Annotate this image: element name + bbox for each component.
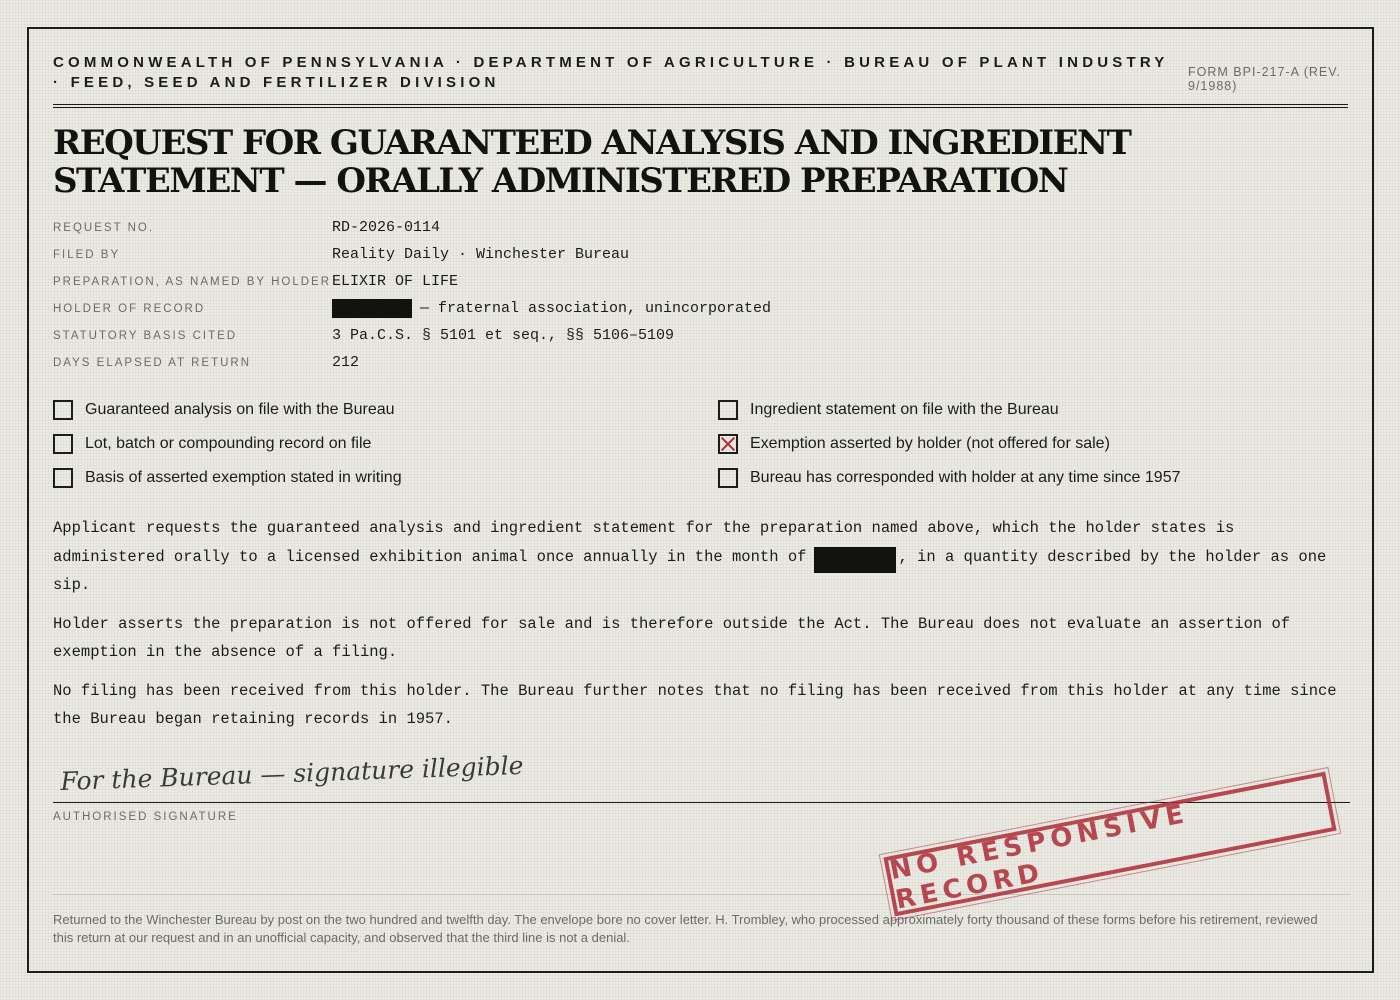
signature: For the Bureau — signature illegible bbox=[59, 750, 524, 796]
checkbox-label: Exemption asserted by holder (not offered for sale) bbox=[750, 435, 1110, 452]
checkbox-label: Basis of asserted exemption stated in writing bbox=[85, 469, 402, 486]
field-value: 212 bbox=[332, 354, 360, 371]
checkbox-box[interactable] bbox=[53, 468, 73, 488]
checkbox-box[interactable] bbox=[53, 434, 73, 454]
checkbox-exemption-basis[interactable] bbox=[53, 468, 718, 488]
form-header bbox=[53, 53, 1348, 93]
field-value-holder bbox=[332, 299, 771, 318]
paragraph-request bbox=[53, 514, 1348, 600]
no-responsive-record-stamp: NO RESPONSIVE RECORD bbox=[883, 772, 1336, 917]
paragraph-no-filing: No filing has been received from this holder. The Bureau further notes that no filing has been received from this holder at any time since the Bureau began retaining records in 1957. bbox=[53, 681, 1337, 728]
holder-description: — fraternal association, unincorporated bbox=[420, 300, 772, 317]
checkbox-label: Guaranteed analysis on file with the Bureau bbox=[85, 401, 395, 418]
request-form bbox=[27, 27, 1374, 973]
checkbox-label: Ingredient statement on file with the Bureau bbox=[750, 401, 1059, 418]
field-days-elapsed bbox=[53, 349, 1348, 376]
field-label: HOLDER OF RECORD bbox=[53, 302, 206, 315]
checkbox-box-marked[interactable] bbox=[718, 434, 738, 454]
field-filed-by bbox=[53, 241, 1348, 268]
field-request-no bbox=[53, 214, 1348, 241]
signature-line bbox=[53, 802, 1350, 803]
field-value: 3 Pa.C.S. § 5101 et seq., §§ 5106–5109 bbox=[332, 327, 675, 344]
field-label: STATUTORY BASIS CITED bbox=[53, 329, 238, 342]
footer-divider bbox=[53, 894, 1350, 895]
paragraph-exemption: Holder asserts the preparation is not offered for sale and is therefore outside the Act. The Bureau does not evaluate an assertion of exemption in the absence of a filing. bbox=[53, 614, 1291, 661]
signature-label: AUTHORISED SIGNATURE bbox=[53, 811, 238, 823]
redaction-bar bbox=[332, 299, 412, 318]
field-value: RD-2026-0114 bbox=[332, 219, 441, 236]
checkbox-correspondence[interactable] bbox=[718, 468, 1348, 488]
checkbox-lot-record[interactable] bbox=[53, 434, 718, 454]
checkbox-ingredient-statement[interactable] bbox=[718, 400, 1348, 420]
field-label: REQUEST NO. bbox=[53, 221, 155, 234]
field-holder bbox=[53, 295, 1348, 322]
field-list bbox=[53, 214, 1348, 376]
redaction-bar bbox=[814, 547, 896, 573]
footnote: Returned to the Winchester Bureau by post on the two hundred and twelfth day. The envelope bore no cover letter. H. Trombley, who processed approximately forty thousand of these forms before his retirement, reviewed this return at our request and in an unofficial capacity, and observed that the third line is not a denial. bbox=[53, 912, 1318, 945]
checkbox-grid bbox=[53, 400, 1348, 488]
agency-line: COMMONWEALTH OF PENNSYLVANIA · DEPARTMENT OF AGRICULTURE · BUREAU OF PLANT INDUSTRY · FEED, SEED AND FERTILIZER DIVISION bbox=[53, 54, 1169, 91]
checkbox-box[interactable] bbox=[53, 400, 73, 420]
checkbox-box[interactable] bbox=[718, 400, 738, 420]
checkbox-box[interactable] bbox=[718, 468, 738, 488]
checkbox-label: Bureau has corresponded with holder at any time since 1957 bbox=[750, 469, 1181, 486]
field-label: PREPARATION, AS NAMED BY HOLDER bbox=[53, 275, 331, 288]
checkbox-exemption-asserted[interactable] bbox=[718, 434, 1348, 454]
field-preparation bbox=[53, 268, 1348, 295]
checkbox-label: Lot, batch or compounding record on file bbox=[85, 435, 372, 452]
header-divider bbox=[53, 104, 1348, 108]
field-statutory-basis bbox=[53, 322, 1348, 349]
field-value: ELIXIR OF LIFE bbox=[332, 273, 459, 290]
paragraph-request-end: , in a quantity described by the holder as one sip. bbox=[53, 547, 1327, 594]
checkbox-guaranteed-analysis[interactable] bbox=[53, 400, 718, 420]
paragraph-request-start: Applicant requests the guaranteed analysis and ingredient statement for the preparation named above, which the holder states is administered orally to a licensed exhibition animal once annually in the month of bbox=[53, 519, 1235, 566]
body-text bbox=[53, 514, 1348, 734]
form-title: REQUEST FOR GUARANTEED ANALYSIS AND INGREDIENT STATEMENT — ORALLY ADMINISTERED PREPARATION bbox=[53, 123, 1131, 201]
field-label: FILED BY bbox=[53, 248, 121, 261]
field-value: Reality Daily · Winchester Bureau bbox=[332, 246, 630, 263]
field-label: DAYS ELAPSED AT RETURN bbox=[53, 356, 252, 369]
form-id: FORM BPI-217-A (REV. 9/1988) bbox=[1188, 65, 1341, 93]
